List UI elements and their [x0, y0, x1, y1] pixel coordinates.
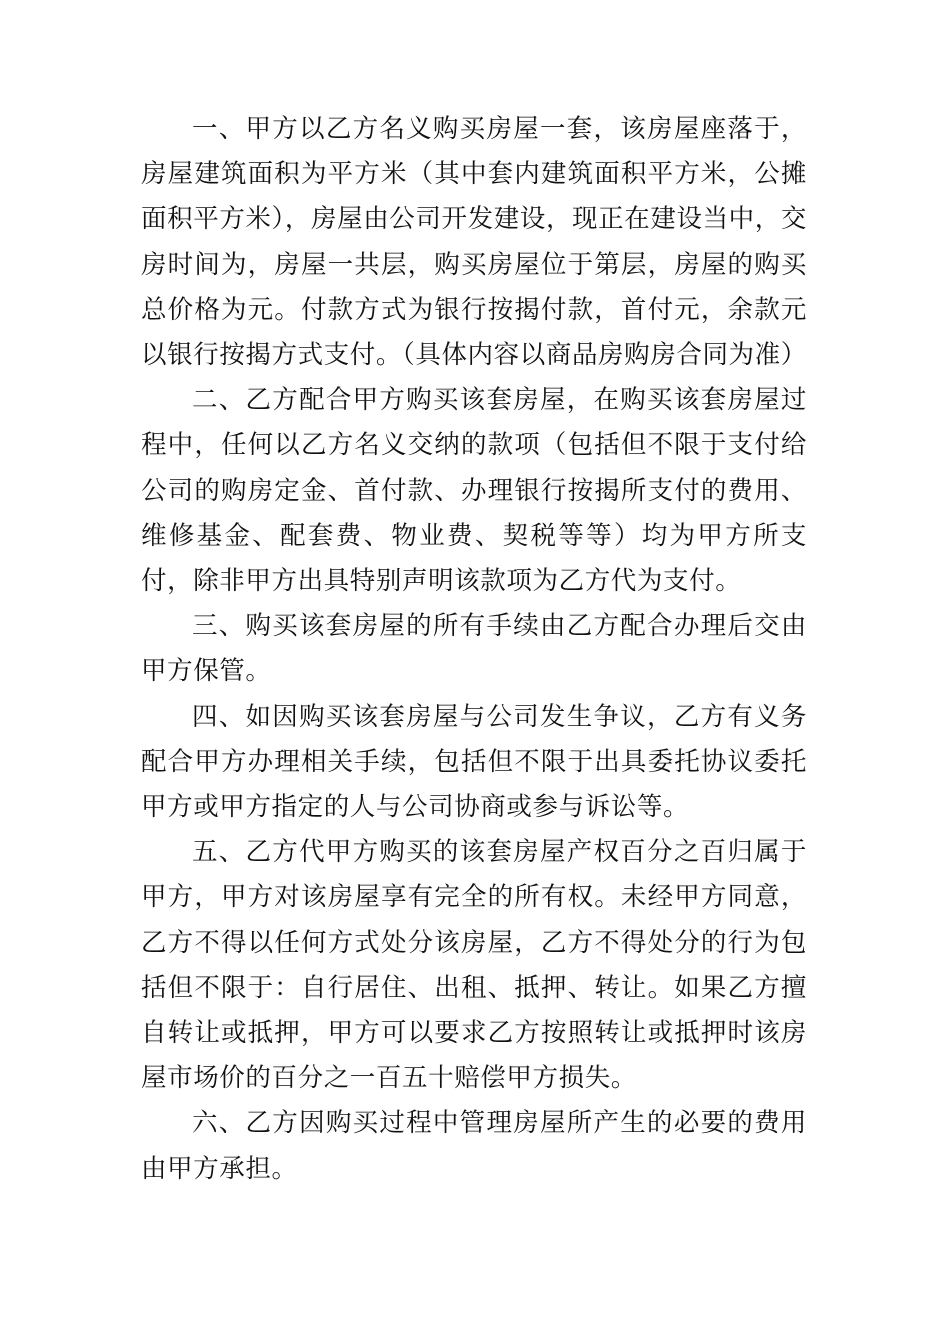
- clause-1-paragraph: 一、甲方以乙方名义购买房屋一套，该房屋座落于，房屋建筑面积为平方米（其中套内建筑面积平方米，公摊面积平方米），房屋由公司开发建设，现正在建设当中，交房时间为，房屋一共层，购买房屋位于第层，房屋的购买总价格为元。付款方式为银行按揭付款，首付元，余款元以银行按揭方式支付。（具体内容以商品房购房合同为准）: [141, 114, 807, 371]
- clause-6-paragraph: 六、乙方因购买过程中管理房屋所产生的必要的费用由甲方承担。: [141, 1108, 807, 1184]
- clause-5-paragraph: 五、乙方代甲方购买的该套房屋产权百分之百归属于甲方，甲方对该房屋享有完全的所有权。未经甲方同意，乙方不得以任何方式处分该房屋，乙方不得处分的行为包括但不限于：自行居住、出租、抵押、转让。如果乙方擅自转让或抵押，甲方可以要求乙方按照转让或抵押时该房屋市场价的百分之一百五十赔偿甲方损失。: [141, 837, 807, 1094]
- document-page: [141, 107, 807, 1192]
- clause-4-paragraph: 四、如因购买该套房屋与公司发生争议，乙方有义务配合甲方办理相关手续，包括但不限于出具委托协议委托甲方或甲方指定的人与公司协商或参与诉讼等。: [141, 701, 807, 823]
- clause-3-paragraph: 三、购买该套房屋的所有手续由乙方配合办理后交由甲方保管。: [141, 611, 807, 687]
- clause-2-paragraph: 二、乙方配合甲方购买该套房屋，在购买该套房屋过程中，任何以乙方名义交纳的款项（包括但不限于支付给公司的购房定金、首付款、办理银行按揭所支付的费用、维修基金、配套费、物业费、契税等等）均为甲方所支付，除非甲方出具特别声明该款项为乙方代为支付。: [141, 385, 807, 597]
